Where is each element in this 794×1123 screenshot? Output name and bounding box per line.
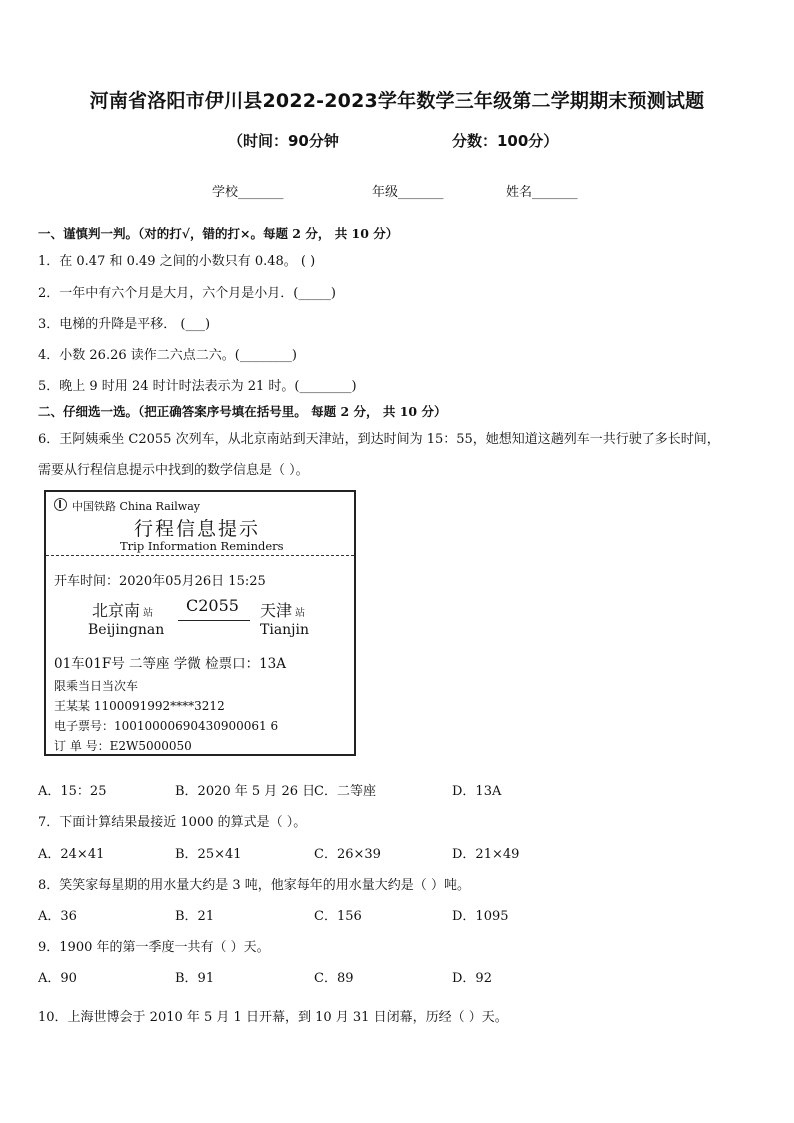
question-10: 10．上海世博会于 2010 年 5 月 1 日开幕，到 10 月 31 日闭幕，历经（ ）天。	[38, 1010, 508, 1025]
q8-option-a: A．36	[38, 909, 77, 924]
q9-option-c: C．89	[314, 971, 354, 986]
ticket-departure: 开车时间：2020年05月26日 15:25	[54, 574, 266, 589]
question-8: 8．笑笑家每星期的用水量大约是 3 吨，他家每年的用水量大约是（ ）吨。	[38, 878, 470, 893]
q7-option-d: D．21×49	[452, 847, 520, 862]
ticket-to-station: 天津 站	[260, 601, 306, 620]
question-2: 2．一年中有六个月是大月，六个月是小月．(_____)	[38, 286, 336, 301]
railway-logo-icon	[54, 498, 67, 511]
ticket-train-number: C2055	[186, 596, 239, 615]
question-3: 3．电梯的升降是平移． (___)	[38, 317, 211, 332]
q7-option-a: A．24×41	[38, 847, 105, 862]
ticket-order-number: 订 单 号：E2W5000050	[54, 739, 192, 753]
question-5: 5．晚上 9 时用 24 时计时法表示为 21 时。(________)	[38, 379, 357, 394]
ticket-brand: 中国铁路 China Railway	[72, 500, 200, 513]
q7-option-c: C．26×39	[314, 847, 381, 862]
ticket-title-cn: 行程信息提示	[134, 518, 261, 540]
question-6-line1: 6．王阿姨乘坐 C2055 次列车，从北京南站到天津站，到达时间为 15：55，她想知道这趟列车一共行驶了多长时间，	[38, 432, 720, 447]
ticket-passenger: 王某某 1100091992****3212	[54, 699, 225, 713]
q8-option-b: B．21	[175, 909, 215, 924]
q8-option-d: D．1095	[452, 909, 509, 924]
question-4: 4．小数 26.26 读作二六点二六。(________)	[38, 348, 297, 363]
question-1: 1．在 0.47 和 0.49 之间的小数只有 0.48。 ( )	[38, 254, 316, 269]
question-6-line2: 需要从行程信息提示中找到的数学信息是（ ）。	[38, 463, 309, 478]
ticket-seat: 01车01F号 二等座 学微 检票口：13A	[54, 656, 287, 672]
section1-heading: 一、谨慎判一判。（对的打√，错的打×。每题 2 分， 共 10 分）	[38, 226, 399, 241]
section2-heading: 二、仔细选一选。（把正确答案序号填在括号里。 每题 2 分， 共 10 分）	[38, 404, 447, 419]
q9-option-a: A．90	[38, 971, 77, 986]
page-title: 河南省洛阳市伊川县2022-2023学年数学三年级第二学期期末预测试题	[89, 90, 705, 112]
ticket-from-station: 北京南 站	[92, 601, 154, 620]
ticket-title-en: Trip Information Reminders	[120, 539, 284, 553]
q6-option-c: C．二等座	[314, 784, 376, 799]
name-field: 姓名_______	[506, 185, 578, 200]
ticket-divider	[46, 555, 354, 556]
grade-field: 年级_______	[372, 185, 444, 200]
question-9: 9．1900 年的第一季度一共有（ ）天。	[38, 940, 270, 955]
ticket-from-en: Beijingnan	[88, 622, 165, 638]
trip-info-ticket	[44, 490, 356, 756]
ticket-to-en: Tianjin	[260, 622, 310, 638]
q6-option-b: B．2020 年 5 月 26 日	[175, 784, 316, 799]
ticket-eticket-number: 电子票号：10010000690430900061 6	[54, 719, 279, 733]
q6-option-d: D．13A	[452, 784, 502, 799]
total-score: 分数：100分）	[452, 132, 559, 150]
ticket-limit: 限乘当日当次车	[54, 679, 139, 693]
ticket-arrow-line	[178, 620, 250, 621]
question-7: 7．下面计算结果最接近 1000 的算式是（ ）。	[38, 815, 307, 830]
q9-option-b: B．91	[175, 971, 215, 986]
q7-option-b: B．25×41	[175, 847, 242, 862]
q6-option-a: A．15：25	[38, 784, 107, 799]
q9-option-d: D．92	[452, 971, 492, 986]
time-limit: （时间：90分钟	[228, 132, 339, 150]
school-field: 学校_______	[212, 185, 284, 200]
q8-option-c: C．156	[314, 909, 362, 924]
